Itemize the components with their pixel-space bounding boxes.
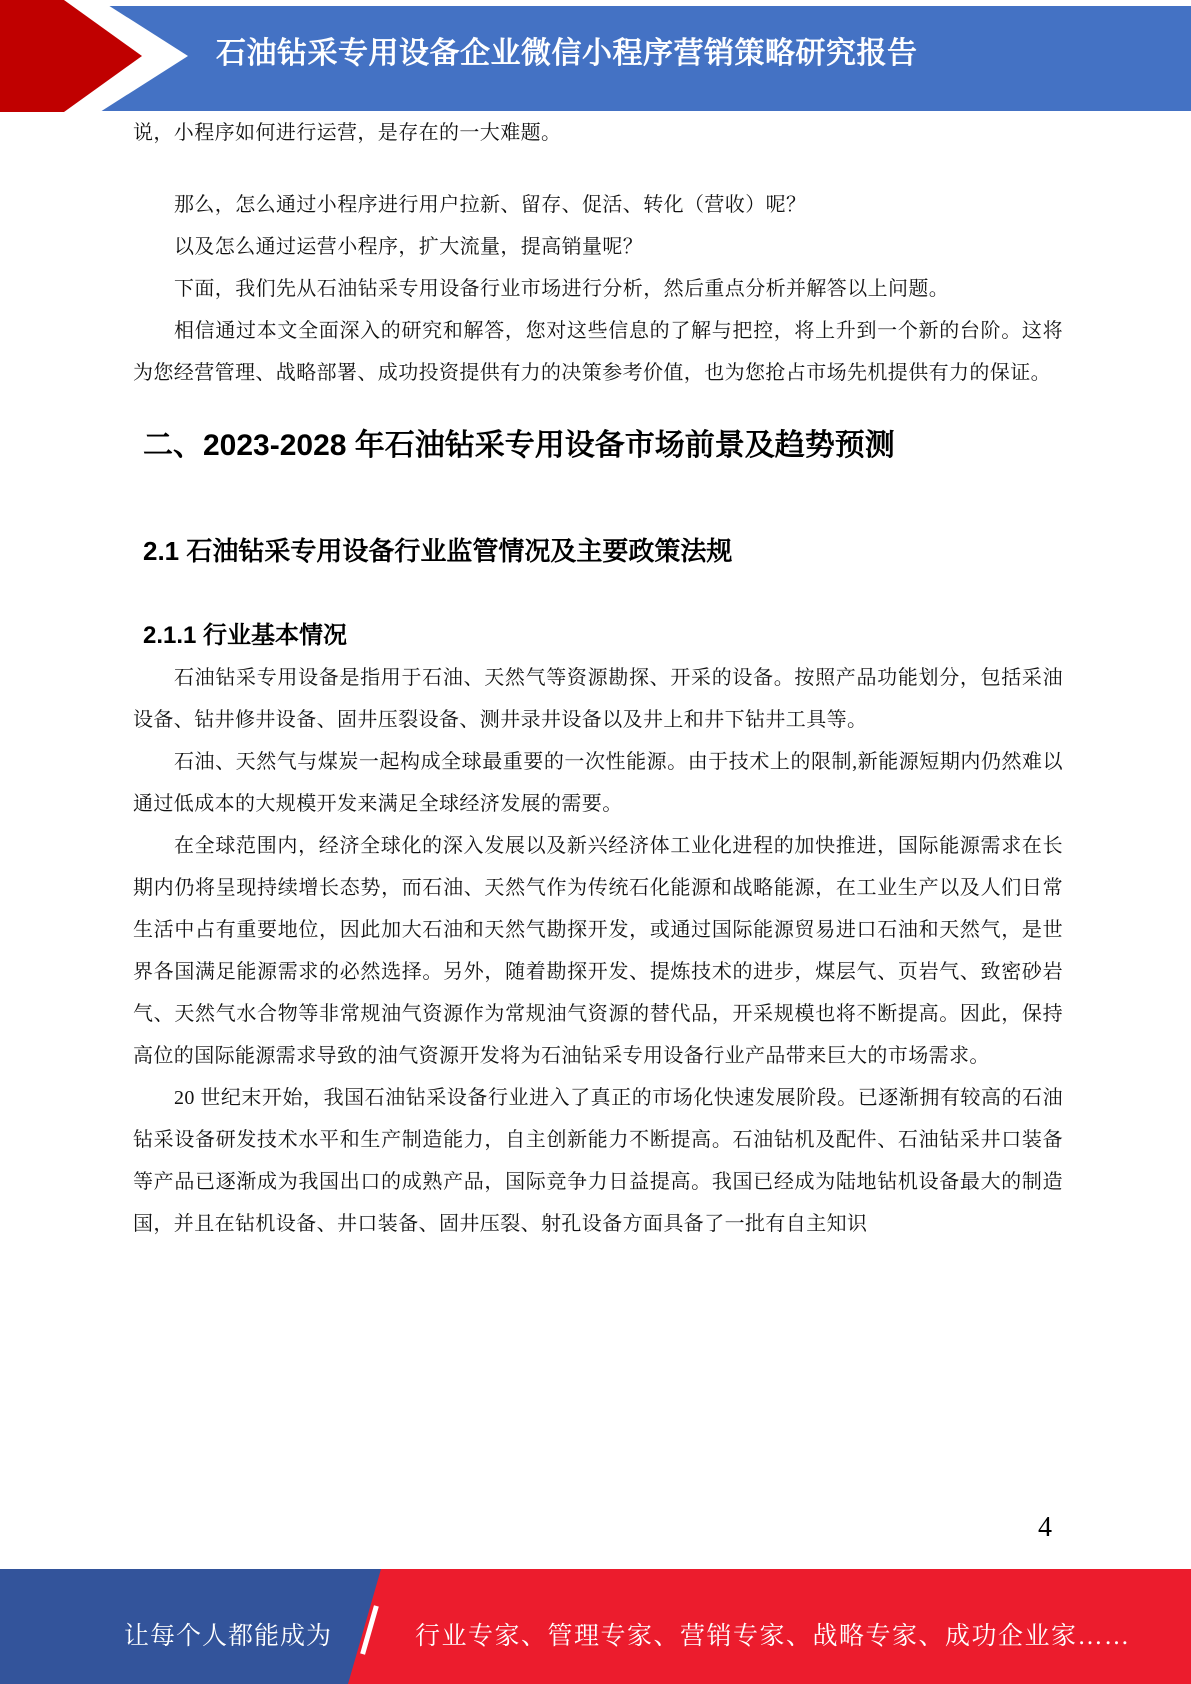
paragraph-value: 相信通过本文全面深入的研究和解答，您对这些信息的了解与把控，将上升到一个新的台阶。这将为您经营管理、战略部署、成功投资提供有力的决策参考价值，也为您抢占市场先机提供有力的保证。 bbox=[133, 320, 1063, 384]
section-heading: 2.1 石油钻采专用设备行业监管情况及主要政策法规 bbox=[143, 536, 733, 566]
subsection-heading: 2.1.1 行业基本情况 bbox=[143, 622, 348, 649]
paragraph-energy-overview: 石油、天然气与煤炭一起构成全球最重要的一次性能源。由于技术上的限制,新能源短期内仍然难以通过低成本的大规模开发来满足全球经济发展的需要。 bbox=[133, 751, 1063, 815]
paragraph-intro: 下面，我们先从石油钻采专用设备行业市场进行分析，然后重点分析并解答以上问题。 bbox=[174, 278, 950, 300]
chevron-arrow-icon bbox=[0, 0, 200, 112]
question-line-2: 以及怎么通过运营小程序，扩大流量，提高销量呢？ bbox=[174, 236, 644, 258]
document-body bbox=[133, 112, 1063, 1245]
page-header bbox=[0, 0, 1191, 112]
chapter-heading: 二、2023-2028 年石油钻采专用设备市场前景及趋势预测 bbox=[143, 429, 895, 462]
page-footer bbox=[0, 1569, 1191, 1684]
paragraph-industry-definition: 石油钻采专用设备是指用于石油、天然气等资源勘探、开采的设备。按照产品功能划分，包括采油设备、钻井修井设备、固井压裂设备、测井录井设备以及井上和井下钻井工具等。 bbox=[133, 667, 1063, 731]
question-line-1: 那么，怎么通过小程序进行用户拉新、留存、促活、转化（营收）呢？ bbox=[174, 194, 807, 216]
question-block bbox=[133, 184, 1063, 268]
paragraph-continuation: 说，小程序如何进行运营，是存在的一大难题。 bbox=[133, 122, 562, 144]
footer-slogan-right: 行业专家、管理专家、营销专家、战略专家、成功企业家…… bbox=[415, 1623, 1131, 1650]
paragraph-domestic-industry: 20 世纪末开始，我国石油钻采设备行业进入了真正的市场化快速发展阶段。已逐渐拥有较高的石油钻采设备研发技术水平和生产制造能力，自主创新能力不断提高。石油钻机及配件、石油钻采井口装备等产品已逐渐成为我国出口的成熟产品，国际竞争力日益提高。我国已经成为陆地钻机设备最大的制造国，并且在钻机设备、井口装备、固井压裂、射孔设备方面具备了一批有自主知识 bbox=[133, 1087, 1063, 1235]
page-number: 4 bbox=[1038, 1512, 1052, 1543]
footer-slogan-left: 让每个人都能成为 bbox=[123, 1623, 332, 1650]
paragraph-global-demand: 在全球范围内，经济全球化的深入发展以及新兴经济体工业化进程的加快推进，国际能源需求在长期内仍将呈现持续增长态势，而石油、天然气作为传统石化能源和战略能源，在工业生产以及人们日常生活中占有重要地位，因此加大石油和天然气勘探开发，或通过国际能源贸易进口石油和天然气，是世界各国满足能源需求的必然选择。另外，随着勘探开发、提炼技术的进步，煤层气、页岩气、致密砂岩气、天然气水合物等非常规油气资源作为常规油气资源的替代品，开采规模也将不断提高。因此，保持高位的国际能源需求导致的油气资源开发将为石油钻采专用设备行业产品带来巨大的市场需求。 bbox=[133, 835, 1063, 1067]
report-title: 石油钻采专用设备企业微信小程序营销策略研究报告 bbox=[216, 37, 918, 70]
